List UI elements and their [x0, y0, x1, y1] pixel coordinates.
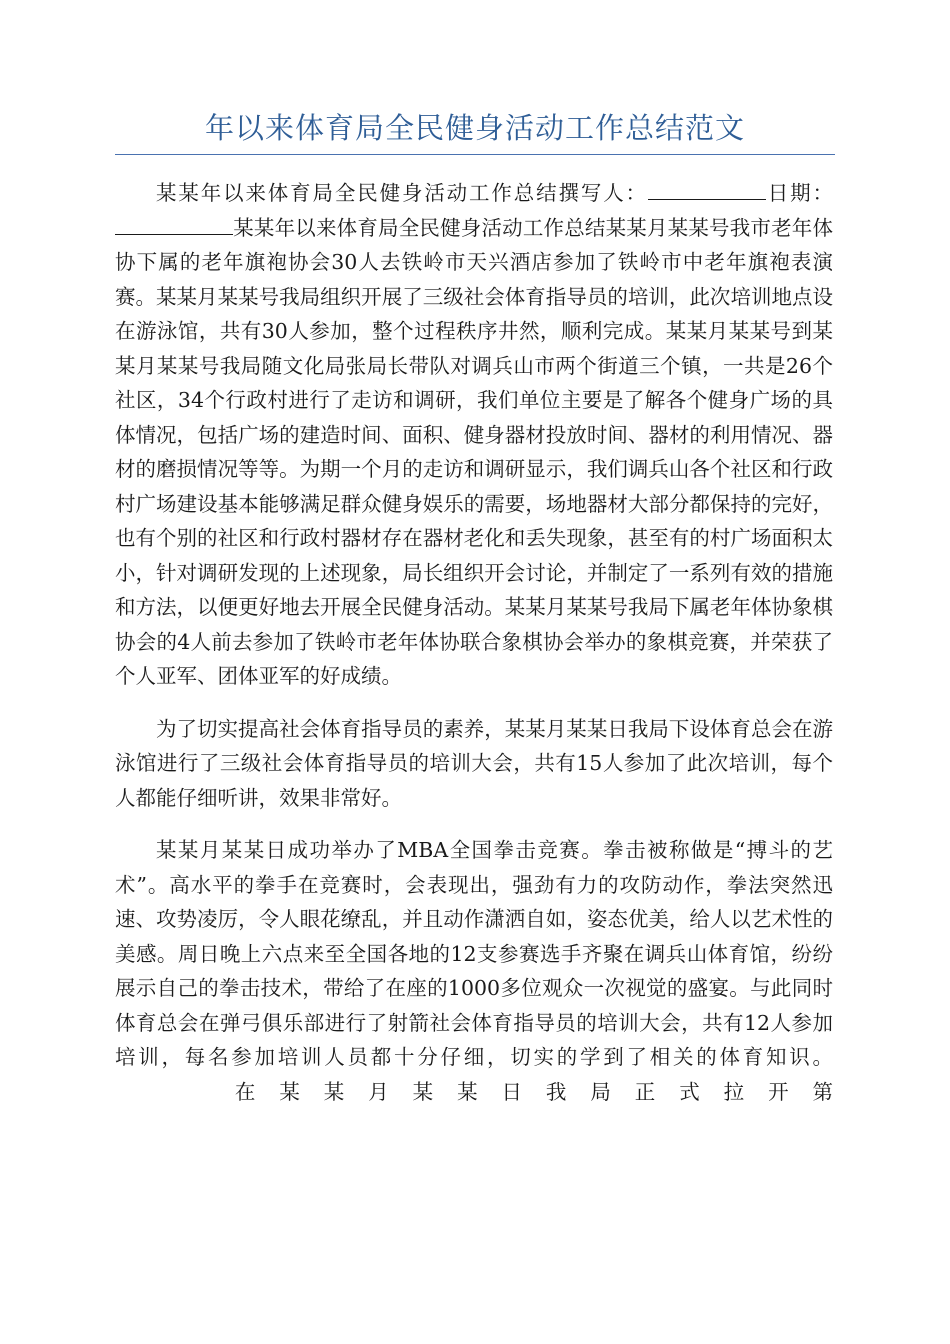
paragraph-1	[115, 176, 833, 694]
date-label: 日期：	[765, 181, 834, 205]
document-title: 年以来体育局全民健身活动工作总结范文	[204, 111, 745, 145]
title-underline	[115, 154, 835, 155]
paragraph-4-start: 在某某月某某日我局正式拉开第	[211, 1079, 833, 1104]
paragraph-2: 为了切实提高社会体育指导员的素养，某某月某某日我局下设体育总会在游泳馆进行了三级社会体育指导员的培训大会，共有15人参加了此次培训，每个人都能仔细听讲，效果非常好。	[115, 716, 833, 810]
document-body	[115, 176, 833, 1127]
date-blank	[115, 214, 233, 235]
author-label: 某某年以来体育局全民健身活动工作总结撰写人：	[156, 181, 648, 205]
author-blank	[648, 179, 766, 200]
paragraph-1-text: 某某年以来体育局全民健身活动工作总结某某月某某号我市老年体协下属的老年旗袍协会30人去铁岭市天兴酒店参加了铁岭市中老年旗袍表演赛。某某月某某号我局组织开展了三级社会体育指导员的培训，此次培训地点设在游泳馆，共有30人参加，整个过程秩序井然，顺利完成。某某月某某号到某某月某某号我局随文化局张局长带队对调兵山市两个街道三个镇，一共是26个社区，34个行政村进行了走访和调研，我们单位主要是了解各个健身广场的具体情况，包括广场的建造时间、面积、健身器材投放时间、器材的利用情况、器材的磨损情况等等。为期一个月的走访和调研显示，我们调兵山各个社区和行政村广场建设基本能够满足群众健身娱乐的需要，场地器材大部分都保持的完好，也有个别的社区和行政村器材存在器材老化和丢失现象，甚至有的村广场面积太小，针对调研发现的上述现象，局长组织开会讨论，并制定了一系列有效的措施和方法，以便更好地去开展全民健身活动。某某月某某号我局下属老年体协象棋协会的4人前去参加了铁岭市老年体协联合象棋协会举办的象棋竞赛，并荣获了个人亚军、团体亚军的好成绩。	[115, 215, 833, 688]
paragraph-3	[115, 833, 833, 1109]
paragraph-3-text: 某某月某某日成功举办了MBA全国拳击竞赛。拳击被称做是“搏斗的艺术”。高水平的拳手在竞赛时，会表现出，强劲有力的攻防动作，拳法突然迅速、攻势凌厉，令人眼花缭乱，并且动作潇洒自如，姿态优美，给人以艺术性的美感。周日晚上六点来至全国各地的12支参赛选手齐聚在调兵山体育馆，纷纷展示自己的拳击技术，带给了在座的1000多位观众一次视觉的盛宴。与此同时体育总会在弹弓俱乐部进行了射箭社会体育指导员的培训大会，共有12人参加培训，每名参加培训人员都十分仔细，切实的学到了相关的体育知识。	[115, 838, 833, 1069]
